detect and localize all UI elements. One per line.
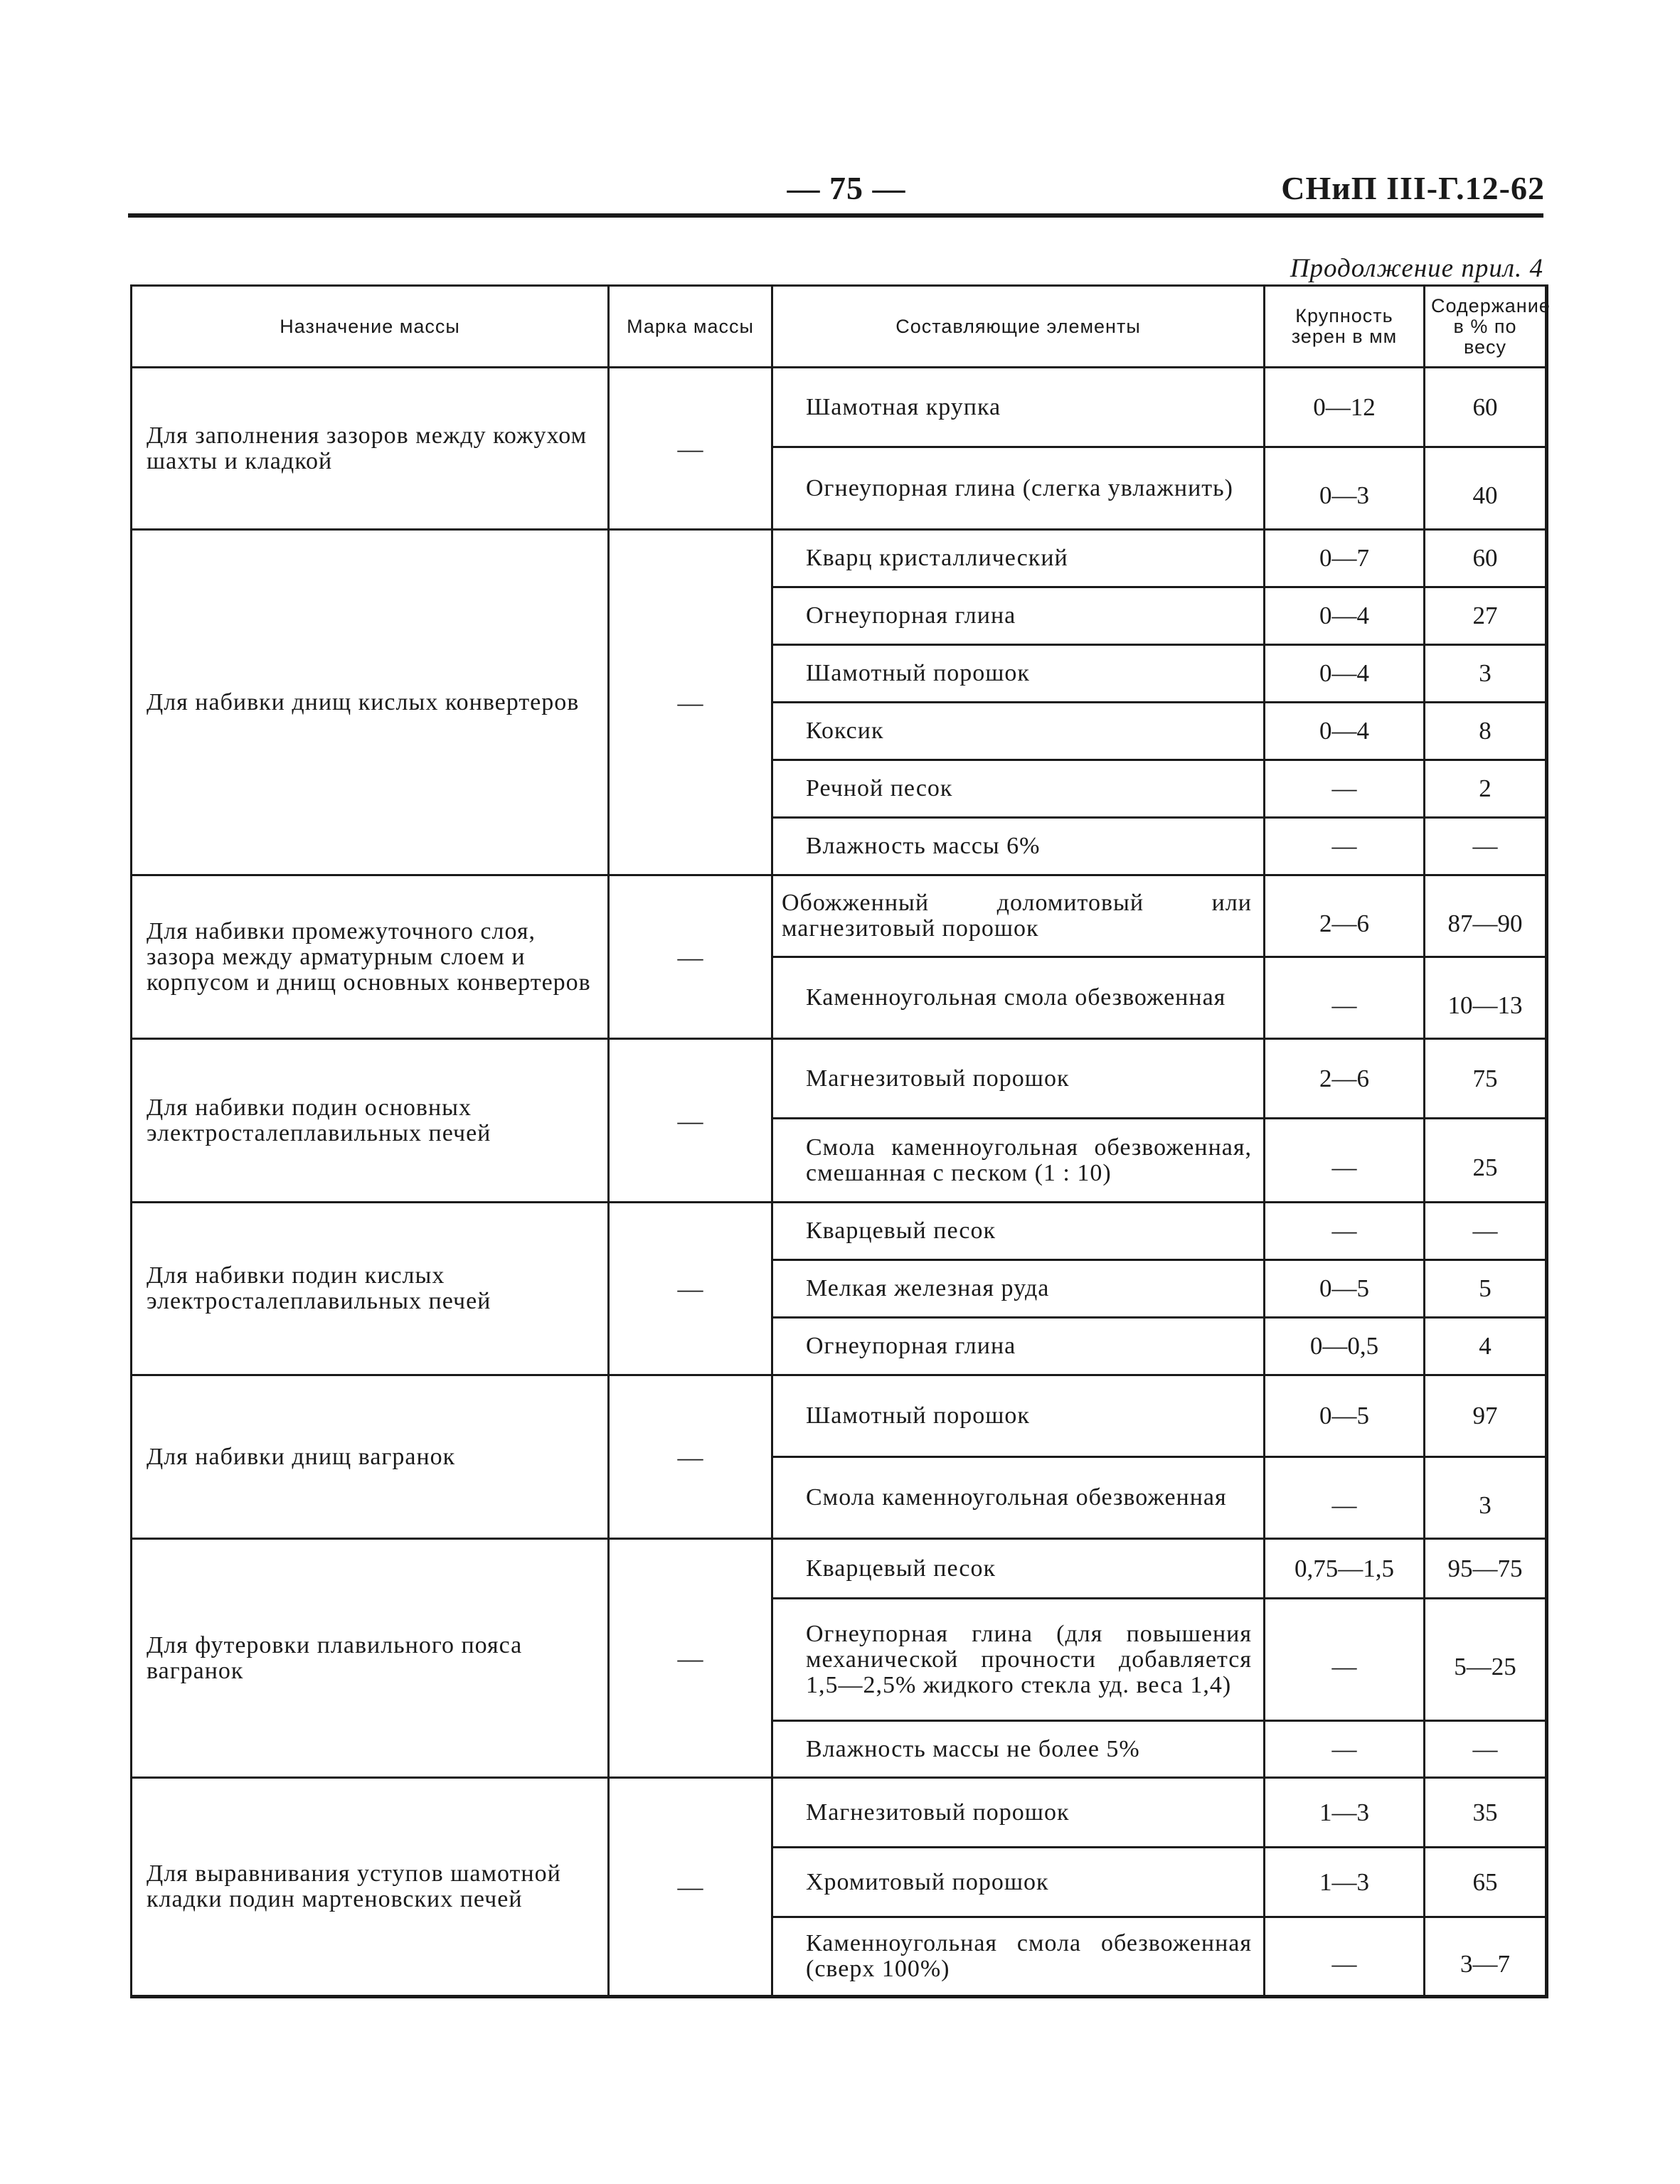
column-header-content: Содержание в % по весу — [1425, 286, 1547, 368]
purpose-cell: Для набивки подин основных электросталеплавильных печей — [132, 1039, 609, 1203]
content-cell: — — [1425, 818, 1547, 875]
content-cell: 95—75 — [1425, 1539, 1547, 1599]
purpose-cell: Для набивки подин кислых электросталеплавильных печей — [132, 1203, 609, 1375]
content-cell: 5—25 — [1425, 1599, 1547, 1721]
component-cell: Обожженный доломитовый или магнезитовый порошок — [772, 875, 1265, 957]
table-row — [132, 875, 1547, 957]
content-cell: 40 — [1425, 447, 1547, 530]
content-cell: 35 — [1425, 1778, 1547, 1848]
content-cell: 65 — [1425, 1848, 1547, 1917]
column-header-purpose: Назначение массы — [132, 286, 609, 368]
component-cell: Влажность массы не более 5% — [772, 1721, 1265, 1778]
component-cell: Огнеупорная глина — [772, 587, 1265, 645]
content-cell: 87—90 — [1425, 875, 1547, 957]
size-cell: 0—5 — [1265, 1375, 1425, 1457]
mark-cell: — — [609, 1375, 772, 1539]
size-cell: 1—3 — [1265, 1778, 1425, 1848]
size-cell: — — [1265, 957, 1425, 1039]
size-cell: 0—5 — [1265, 1260, 1425, 1318]
component-cell: Огнеупорная глина (для повышения механической прочности добавляется 1,5—2,5% жидкого стекла уд. веса 1,4) — [772, 1599, 1265, 1721]
content-cell: — — [1425, 1203, 1547, 1260]
column-header-size: Крупность зерен в мм — [1265, 286, 1425, 368]
size-cell: — — [1265, 1917, 1425, 1997]
component-cell: Шамотная крупка — [772, 368, 1265, 447]
size-cell: 0—4 — [1265, 645, 1425, 703]
table-row — [132, 1203, 1547, 1260]
size-cell: 2—6 — [1265, 1039, 1425, 1119]
mark-cell: — — [609, 530, 772, 875]
column-header-mark: Марка массы — [609, 286, 772, 368]
header-rule — [128, 213, 1543, 218]
content-cell: 75 — [1425, 1039, 1547, 1119]
component-cell: Коксик — [772, 703, 1265, 760]
component-cell: Кварцевый песок — [772, 1539, 1265, 1599]
content-cell: 97 — [1425, 1375, 1547, 1457]
document-code: СНиП III-Г.12-62 — [1281, 170, 1545, 206]
table-row — [132, 368, 1547, 447]
size-cell: — — [1265, 1721, 1425, 1778]
size-cell: 0—0,5 — [1265, 1318, 1425, 1375]
table-header-row — [132, 286, 1547, 368]
size-cell: — — [1265, 760, 1425, 818]
size-cell: 0—4 — [1265, 587, 1425, 645]
size-cell: — — [1265, 1457, 1425, 1539]
size-cell: 0—7 — [1265, 530, 1425, 587]
purpose-cell: Для заполнения зазоров между кожухом шахты и кладкой — [132, 368, 609, 530]
continuation-note: Продолжение прил. 4 — [1290, 254, 1543, 283]
component-cell: Мелкая железная руда — [772, 1260, 1265, 1318]
mark-cell: — — [609, 875, 772, 1039]
component-cell: Речной песок — [772, 760, 1265, 818]
purpose-cell: Для набивки днищ вагранок — [132, 1375, 609, 1539]
content-cell: 27 — [1425, 587, 1547, 645]
size-cell: — — [1265, 1599, 1425, 1721]
component-cell: Магнезитовый порошок — [772, 1039, 1265, 1119]
mark-cell: — — [609, 1778, 772, 1997]
component-cell: Хромитовый порошок — [772, 1848, 1265, 1917]
content-cell: 3 — [1425, 645, 1547, 703]
mark-cell: — — [609, 1203, 772, 1375]
component-cell: Каменноугольная смола обезвоженная (сверх 100%) — [772, 1917, 1265, 1997]
content-cell: 25 — [1425, 1119, 1547, 1203]
size-cell: 1—3 — [1265, 1848, 1425, 1917]
mark-cell: — — [609, 1539, 772, 1778]
component-cell: Шамотный порошок — [772, 645, 1265, 703]
size-cell: 0—12 — [1265, 368, 1425, 447]
size-cell: — — [1265, 1203, 1425, 1260]
component-cell: Магнезитовый порошок — [772, 1778, 1265, 1848]
table-row — [132, 1778, 1547, 1848]
purpose-cell: Для набивки промежуточного слоя, зазора между арматурным слоем и корпусом и днищ основных конвертеров — [132, 875, 609, 1039]
size-cell: 0—3 — [1265, 447, 1425, 530]
component-cell: Каменноугольная смола обезвоженная — [772, 957, 1265, 1039]
purpose-cell: Для выравнивания уступов шамотной кладки подин мартеновских печей — [132, 1778, 609, 1997]
content-cell: 8 — [1425, 703, 1547, 760]
column-header-components: Составляющие элементы — [772, 286, 1265, 368]
content-cell: 60 — [1425, 368, 1547, 447]
size-cell: 0,75—1,5 — [1265, 1539, 1425, 1599]
component-cell: Огнеупорная глина — [772, 1318, 1265, 1375]
content-cell: 2 — [1425, 760, 1547, 818]
component-cell: Кварц кристаллический — [772, 530, 1265, 587]
size-cell: — — [1265, 818, 1425, 875]
content-cell: 5 — [1425, 1260, 1547, 1318]
size-cell: 0—4 — [1265, 703, 1425, 760]
content-cell: 3 — [1425, 1457, 1547, 1539]
content-cell: 3—7 — [1425, 1917, 1547, 1997]
component-cell: Смола каменноугольная обезвоженная, смешанная с песком (1 : 10) — [772, 1119, 1265, 1203]
mark-cell: — — [609, 1039, 772, 1203]
purpose-cell: Для футеровки плавильного пояса вагранок — [132, 1539, 609, 1778]
component-cell: Шамотный порошок — [772, 1375, 1265, 1457]
content-cell: — — [1425, 1721, 1547, 1778]
content-cell: 60 — [1425, 530, 1547, 587]
purpose-cell: Для набивки днищ кислых конвертеров — [132, 530, 609, 875]
component-cell: Смола каменноугольная обезвоженная — [772, 1457, 1265, 1539]
materials-table — [130, 284, 1551, 1998]
component-cell: Огнеупорная глина (слегка увлажнить) — [772, 447, 1265, 530]
mark-cell: — — [609, 368, 772, 530]
component-cell: Влажность массы 6% — [772, 818, 1265, 875]
table-row — [132, 530, 1547, 587]
component-cell: Кварцевый песок — [772, 1203, 1265, 1260]
table-row — [132, 1375, 1547, 1457]
content-cell: 10—13 — [1425, 957, 1547, 1039]
size-cell: — — [1265, 1119, 1425, 1203]
page-number: — 75 — — [787, 170, 906, 206]
size-cell: 2—6 — [1265, 875, 1425, 957]
table-row — [132, 1039, 1547, 1119]
table-row — [132, 1539, 1547, 1599]
content-cell: 4 — [1425, 1318, 1547, 1375]
